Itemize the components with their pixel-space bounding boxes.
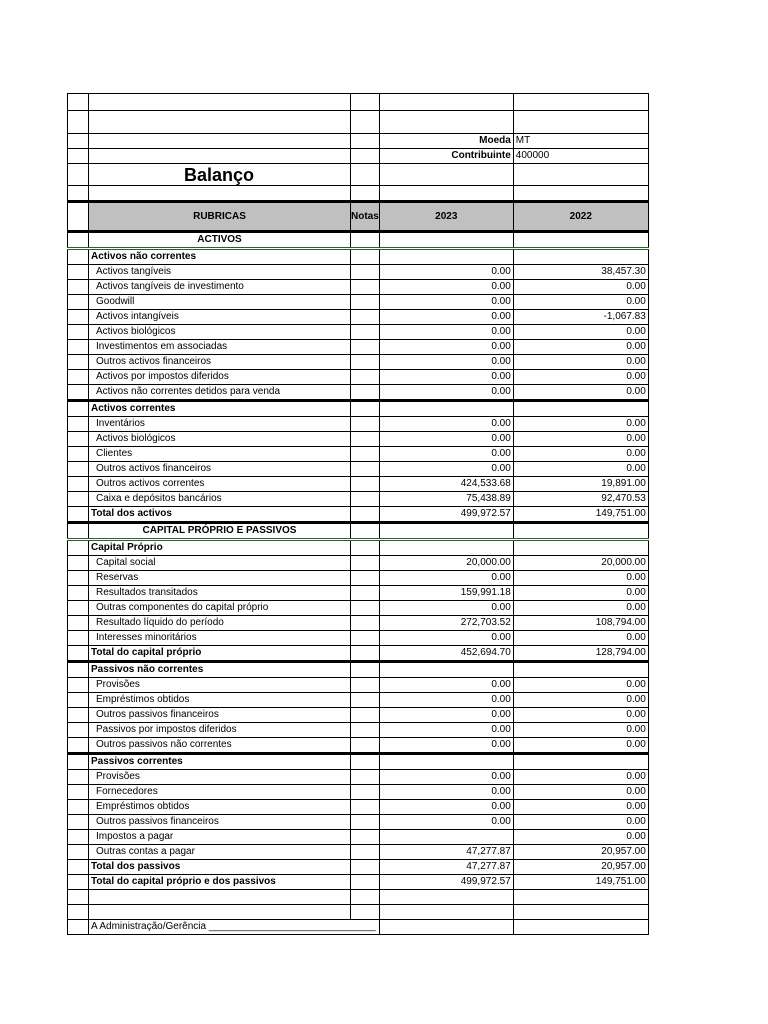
row-notas[interactable]: [351, 265, 380, 280]
row-value-2023[interactable]: 0.00: [379, 601, 513, 616]
row-value-2023[interactable]: 47,277.87: [379, 845, 513, 860]
row-value-2022[interactable]: 0.00: [513, 693, 648, 708]
row-label: Activos tangíveis: [89, 265, 351, 280]
row-label: Outros activos financeiros: [89, 462, 351, 477]
table-row: [68, 310, 649, 325]
row-value-2022[interactable]: 20,957.00: [513, 860, 648, 875]
row-notas[interactable]: [351, 280, 380, 295]
table-row: [68, 571, 649, 586]
table-row: [68, 417, 649, 432]
table-row: [68, 586, 649, 601]
row-notas[interactable]: [351, 462, 380, 477]
row-value-2023[interactable]: [379, 830, 513, 845]
row-label: Total do capital próprio: [89, 646, 351, 662]
row-value-2022[interactable]: -1,067.83: [513, 310, 648, 325]
row-notas[interactable]: [351, 355, 380, 370]
row-notas[interactable]: [351, 447, 380, 462]
row-value-2023[interactable]: [379, 662, 513, 678]
row-value-2022[interactable]: 0.00: [513, 462, 648, 477]
row-label: Caixa e depósitos bancários: [89, 492, 351, 507]
row-value-2022[interactable]: 0.00: [513, 355, 648, 370]
row-value-2023[interactable]: 20,000.00: [379, 556, 513, 571]
moeda-value[interactable]: MT: [513, 134, 648, 149]
row-label: Resultados transitados: [89, 586, 351, 601]
row-notas[interactable]: [351, 432, 380, 447]
row-label: Outros activos correntes: [89, 477, 351, 492]
table-row: [68, 815, 649, 830]
row-label: Outros passivos financeiros: [89, 815, 351, 830]
row-label: Inventários: [89, 417, 351, 432]
row-notas[interactable]: [351, 678, 380, 693]
row-label: Investimentos em associadas: [89, 340, 351, 355]
row-notas[interactable]: [351, 830, 380, 845]
table-row: [68, 385, 649, 401]
row-label: Passivos correntes: [89, 754, 351, 770]
row-value-2022[interactable]: [513, 754, 648, 770]
row-value-2022[interactable]: 20,957.00: [513, 845, 648, 860]
row-value-2022[interactable]: [513, 401, 648, 417]
row-label: Outros passivos não correntes: [89, 738, 351, 754]
row-notas[interactable]: [351, 616, 380, 631]
table-row: [68, 340, 649, 355]
row-notas[interactable]: [351, 249, 380, 265]
row-notas[interactable]: [351, 738, 380, 754]
row-value-2022[interactable]: 0.00: [513, 340, 648, 355]
row-value-2022[interactable]: 0.00: [513, 800, 648, 815]
row-value-2022[interactable]: 128,794.00: [513, 646, 648, 662]
row-value-2022[interactable]: 0.00: [513, 830, 648, 845]
row-notas[interactable]: [351, 601, 380, 616]
table-row: [68, 693, 649, 708]
table-row: [68, 770, 649, 785]
row-label: Empréstimos obtidos: [89, 800, 351, 815]
contribuinte-label: Contribuinte: [379, 149, 513, 164]
row-value-2022[interactable]: 108,794.00: [513, 616, 648, 631]
row-notas[interactable]: [351, 417, 380, 432]
row-value-2022[interactable]: 0.00: [513, 295, 648, 310]
row-notas[interactable]: [351, 662, 380, 678]
row-value-2023[interactable]: 0.00: [379, 693, 513, 708]
row-value-2023[interactable]: 0.00: [379, 678, 513, 693]
row-notas[interactable]: [351, 325, 380, 340]
row-value-2023[interactable]: 0.00: [379, 370, 513, 385]
row-label: Passivos por impostos diferidos: [89, 723, 351, 738]
row-value-2023[interactable]: 0.00: [379, 708, 513, 723]
row-label: Activos não correntes detidos para venda: [89, 385, 351, 401]
table-row: [68, 601, 649, 616]
row-notas[interactable]: [351, 295, 380, 310]
row-value-2023[interactable]: 272,703.52: [379, 616, 513, 631]
row-value-2022[interactable]: 149,751.00: [513, 875, 648, 890]
section-capital-passivos: CAPITAL PRÓPRIO E PASSIVOS: [89, 523, 351, 540]
row-label: Total dos passivos: [89, 860, 351, 875]
row-value-2022[interactable]: 0.00: [513, 601, 648, 616]
row-value-2022[interactable]: 0.00: [513, 571, 648, 586]
row-notas[interactable]: [351, 845, 380, 860]
row-value-2023[interactable]: 0.00: [379, 770, 513, 785]
row-value-2022[interactable]: 0.00: [513, 280, 648, 295]
table-row: [68, 616, 649, 631]
row-label: Passivos não correntes: [89, 662, 351, 678]
row-notas[interactable]: [351, 646, 380, 662]
row-notas[interactable]: [351, 693, 380, 708]
table-row: [68, 708, 649, 723]
row-value-2022[interactable]: [513, 249, 648, 265]
table-row: [68, 295, 649, 310]
row-value-2023[interactable]: 0.00: [379, 310, 513, 325]
row-value-2022[interactable]: 0.00: [513, 815, 648, 830]
row-label: Impostos a pagar: [89, 830, 351, 845]
group-row: [68, 401, 649, 417]
row-value-2022[interactable]: 0.00: [513, 723, 648, 738]
row-value-2023[interactable]: 0.00: [379, 447, 513, 462]
row-notas[interactable]: [351, 401, 380, 417]
group-row: [68, 249, 649, 265]
row-notas[interactable]: [351, 723, 380, 738]
row-value-2023[interactable]: 0.00: [379, 738, 513, 754]
row-value-2023[interactable]: [379, 754, 513, 770]
table-row: [68, 678, 649, 693]
row-label: Activos biológicos: [89, 325, 351, 340]
row-value-2023[interactable]: 0.00: [379, 432, 513, 447]
row-label: Reservas: [89, 571, 351, 586]
row-value-2022[interactable]: 20,000.00: [513, 556, 648, 571]
table-row: [68, 325, 649, 340]
row-notas[interactable]: [351, 310, 380, 325]
row-label: Resultado líquido do período: [89, 616, 351, 631]
row-value-2023[interactable]: 0.00: [379, 815, 513, 830]
row-value-2023[interactable]: 75,438.89: [379, 492, 513, 507]
row-label: Capital social: [89, 556, 351, 571]
row-notas[interactable]: [351, 340, 380, 355]
row-label: Outros passivos financeiros: [89, 708, 351, 723]
row-value-2022[interactable]: 0.00: [513, 447, 648, 462]
group-row: [68, 540, 649, 556]
table-row: [68, 355, 649, 370]
row-value-2022[interactable]: 0.00: [513, 770, 648, 785]
row-value-2022[interactable]: 0.00: [513, 631, 648, 646]
row-value-2022[interactable]: 0.00: [513, 586, 648, 601]
row-value-2023[interactable]: 499,972.57: [379, 875, 513, 890]
row-notas[interactable]: [351, 708, 380, 723]
row-value-2023[interactable]: 159,991.18: [379, 586, 513, 601]
row-value-2022[interactable]: 0.00: [513, 738, 648, 754]
row-value-2022[interactable]: [513, 540, 648, 556]
balance-sheet: [67, 93, 649, 935]
table-row: [68, 280, 649, 295]
col-header-2022: 2022: [513, 202, 648, 232]
row-value-2023[interactable]: 0.00: [379, 280, 513, 295]
row-notas[interactable]: [351, 492, 380, 507]
table-row: [68, 265, 649, 280]
table-row: [68, 631, 649, 646]
row-label: Total do capital próprio e dos passivos: [89, 875, 351, 890]
total-row: [68, 507, 649, 523]
row-notas[interactable]: [351, 385, 380, 401]
col-header-notas: Notas: [351, 202, 380, 232]
row-value-2023[interactable]: 499,972.57: [379, 507, 513, 523]
row-value-2023[interactable]: 0.00: [379, 355, 513, 370]
table-row: [68, 462, 649, 477]
row-label: Activos biológicos: [89, 432, 351, 447]
col-header-2023: 2023: [379, 202, 513, 232]
signature-line: A Administração/Gerência ______________________________: [89, 920, 380, 935]
row-value-2023[interactable]: 424,533.68: [379, 477, 513, 492]
row-label: Outros activos financeiros: [89, 355, 351, 370]
row-notas[interactable]: [351, 507, 380, 523]
row-label: Activos correntes: [89, 401, 351, 417]
row-label: Activos tangíveis de investimento: [89, 280, 351, 295]
row-label: Outras componentes do capital próprio: [89, 601, 351, 616]
row-label: Total dos activos: [89, 507, 351, 523]
total-row: [68, 875, 649, 890]
row-label: Empréstimos obtidos: [89, 693, 351, 708]
table-row: [68, 830, 649, 845]
row-value-2023[interactable]: 0.00: [379, 340, 513, 355]
row-notas[interactable]: [351, 754, 380, 770]
row-value-2023[interactable]: 0.00: [379, 571, 513, 586]
moeda-label: Moeda: [379, 134, 513, 149]
row-value-2022[interactable]: 0.00: [513, 370, 648, 385]
contribuinte-value[interactable]: 400000: [513, 149, 648, 164]
row-label: Interesses minoritários: [89, 631, 351, 646]
row-notas[interactable]: [351, 586, 380, 601]
row-notas[interactable]: [351, 860, 380, 875]
row-label: Capital Próprio: [89, 540, 351, 556]
row-value-2022[interactable]: 0.00: [513, 432, 648, 447]
row-value-2022[interactable]: 0.00: [513, 417, 648, 432]
row-value-2023[interactable]: [379, 401, 513, 417]
row-value-2023[interactable]: 452,694.70: [379, 646, 513, 662]
section-activos: ACTIVOS: [89, 232, 351, 249]
row-value-2023[interactable]: 0.00: [379, 417, 513, 432]
row-label: Clientes: [89, 447, 351, 462]
row-notas[interactable]: [351, 875, 380, 890]
total-row: [68, 646, 649, 662]
row-value-2022[interactable]: 92,470.53: [513, 492, 648, 507]
table-row: [68, 556, 649, 571]
row-notas[interactable]: [351, 800, 380, 815]
row-notas[interactable]: [351, 785, 380, 800]
row-value-2022[interactable]: 0.00: [513, 325, 648, 340]
row-value-2022[interactable]: 0.00: [513, 385, 648, 401]
row-label: Provisões: [89, 770, 351, 785]
row-value-2023[interactable]: 0.00: [379, 462, 513, 477]
row-value-2023[interactable]: 0.00: [379, 385, 513, 401]
row-notas[interactable]: [351, 370, 380, 385]
row-value-2023[interactable]: 0.00: [379, 295, 513, 310]
row-value-2022[interactable]: 149,751.00: [513, 507, 648, 523]
row-notas[interactable]: [351, 571, 380, 586]
row-value-2023[interactable]: [379, 540, 513, 556]
row-label: Goodwill: [89, 295, 351, 310]
row-notas[interactable]: [351, 477, 380, 492]
table-row: [68, 370, 649, 385]
row-value-2023[interactable]: 0.00: [379, 325, 513, 340]
row-notas[interactable]: [351, 770, 380, 785]
table-row: [68, 447, 649, 462]
row-label: Activos por impostos diferidos: [89, 370, 351, 385]
row-value-2022[interactable]: 0.00: [513, 708, 648, 723]
row-notas[interactable]: [351, 815, 380, 830]
row-value-2023[interactable]: 0.00: [379, 265, 513, 280]
table-row: [68, 723, 649, 738]
row-value-2023[interactable]: 0.00: [379, 631, 513, 646]
row-label: Activos não correntes: [89, 249, 351, 265]
table-row: [68, 785, 649, 800]
row-value-2023[interactable]: 0.00: [379, 800, 513, 815]
row-value-2022[interactable]: 19,891.00: [513, 477, 648, 492]
table-row: [68, 477, 649, 492]
table-row: [68, 432, 649, 447]
group-row: [68, 754, 649, 770]
row-notas[interactable]: [351, 556, 380, 571]
row-label: Outras contas a pagar: [89, 845, 351, 860]
row-value-2022[interactable]: 38,457.30: [513, 265, 648, 280]
group-row: [68, 662, 649, 678]
total-row: [68, 860, 649, 875]
row-value-2023[interactable]: 47,277.87: [379, 860, 513, 875]
table-row: [68, 738, 649, 754]
col-header-rubricas: RUBRICAS: [89, 202, 351, 232]
table-row: [68, 800, 649, 815]
table-row: [68, 845, 649, 860]
table-row: [68, 492, 649, 507]
row-value-2022[interactable]: 0.00: [513, 785, 648, 800]
row-value-2023[interactable]: 0.00: [379, 785, 513, 800]
row-label: Activos intangíveis: [89, 310, 351, 325]
row-label: Provisões: [89, 678, 351, 693]
row-value-2022[interactable]: 0.00: [513, 678, 648, 693]
row-value-2023[interactable]: [379, 249, 513, 265]
row-label: Fornecedores: [89, 785, 351, 800]
row-value-2023[interactable]: 0.00: [379, 723, 513, 738]
row-notas[interactable]: [351, 631, 380, 646]
row-notas[interactable]: [351, 540, 380, 556]
row-value-2022[interactable]: [513, 662, 648, 678]
page-title: Balanço: [89, 164, 351, 186]
